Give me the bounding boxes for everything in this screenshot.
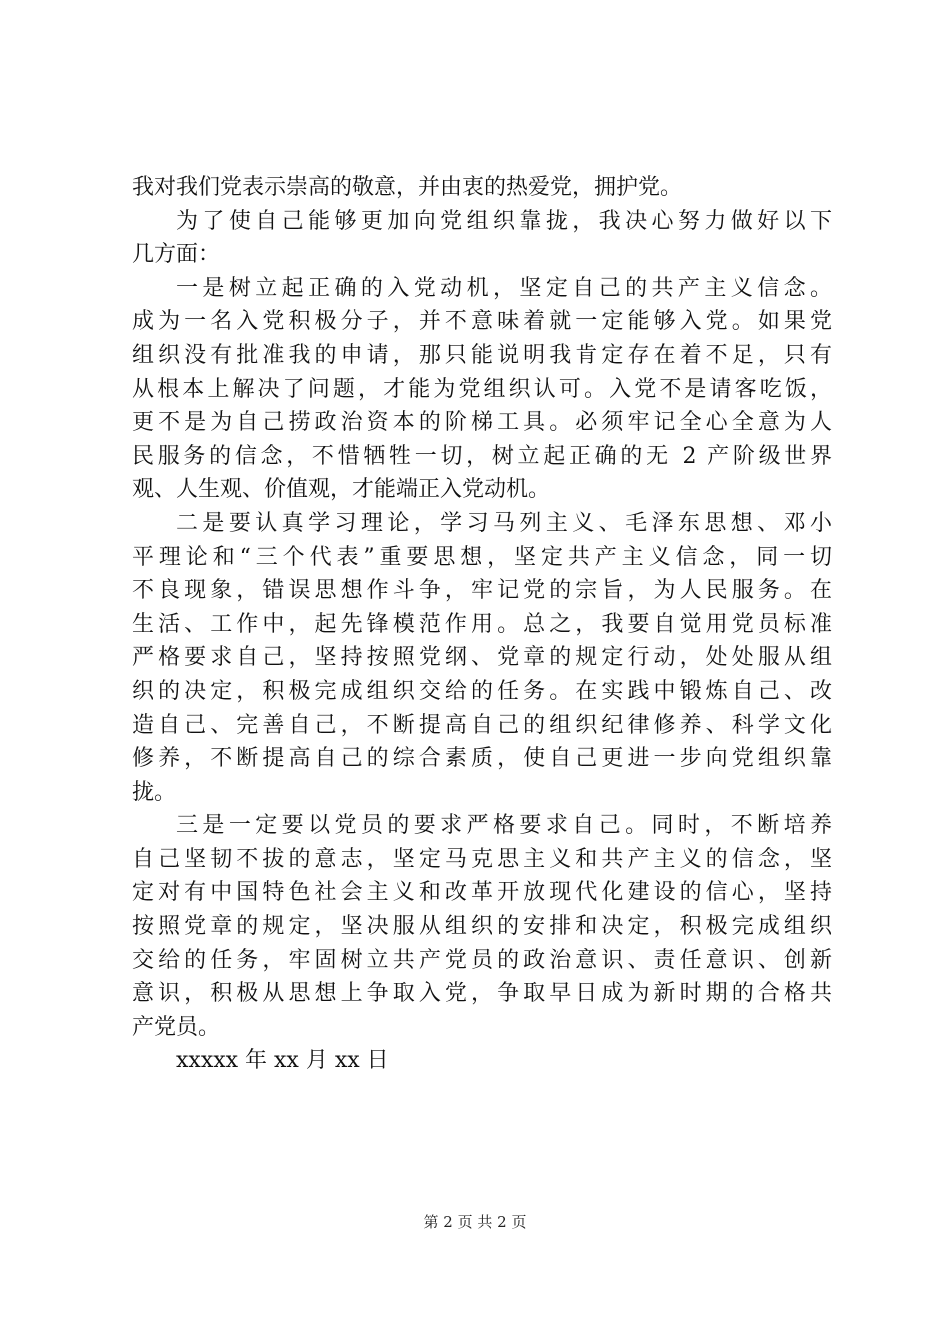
paragraph-line: 自己坚韧不拔的意志，坚定马克思主义和共产主义的信念，坚 [132, 846, 832, 872]
paragraph-line: 不良现象，错误思想作斗争，牢记党的宗旨，为人民服务。在 [132, 578, 832, 604]
paragraph-line: 生活、工作中，起先锋模范作用。总之，我要自觉用党员标准 [132, 611, 832, 637]
paragraph-line: 修养，不断提高自己的综合素质，使自己更进一步向党组织靠 [132, 746, 832, 772]
page-footer: 第 2 页 共 2 页 [423, 1213, 527, 1231]
paragraph-line: 观、人生观、价值观，才能端正入党动机。 [132, 477, 551, 503]
paragraph-line: 几方面： [132, 242, 221, 268]
paragraph-line: 交给的任务，牢固树立共产党员的政治意识、责任意识、创新 [132, 947, 832, 973]
date-line: xxxxx 年 xx 月 xx 日 [176, 1048, 389, 1074]
paragraph-line: 拢。 [132, 779, 177, 805]
paragraph-line: 严格要求自己，坚持按照党纲、党章的规定行动，处处服从组 [132, 645, 832, 671]
paragraph-line: 更不是为自己捞政治资本的阶梯工具。必须牢记全心全意为人 [132, 410, 832, 436]
paragraph-line: 造自己、完善自己，不断提高自己的组织纪律修养、科学文化 [132, 712, 832, 738]
paragraph-line: 三是一定要以党员的要求严格要求自己。同时，不断培养 [176, 813, 832, 839]
paragraph-line: 民服务的信念，不惜牺牲一切，树立起正确的无 2 产阶级世界 [132, 443, 832, 469]
paragraph-line: 定对有中国特色社会主义和改革开放现代化建设的信心，坚持 [132, 880, 832, 906]
paragraph-line: 组织没有批准我的申请，那只能说明我肯定存在着不足，只有 [132, 342, 832, 368]
paragraph-line: 从根本上解决了问题，才能为党组织认可。入党不是请客吃饭， [132, 376, 832, 402]
paragraph-line: 产党员。 [132, 1014, 221, 1040]
paragraph-line: 平理论和“三个代表”重要思想，坚定共产主义信念，同一切 [132, 544, 832, 570]
paragraph-line: 一是树立起正确的入党动机，坚定自己的共产主义信念。 [176, 275, 832, 301]
paragraph-line: 二是要认真学习理论，学习马列主义、毛泽东思想、邓小 [176, 510, 832, 536]
paragraph-line: 意识，积极从思想上争取入党，争取早日成为新时期的合格共 [132, 981, 832, 1007]
paragraph-line: 成为一名入党积极分子，并不意味着就一定能够入党。如果党 [132, 309, 832, 335]
paragraph-line: 我对我们党表示崇高的敬意，并由衷的热爱党，拥护党。 [132, 175, 683, 200]
document-body [132, 171, 832, 1078]
paragraph-line: 织的决定，积极完成组织交给的任务。在实践中锻炼自己、改 [132, 678, 832, 704]
paragraph-line: 为了使自己能够更加向党组织靠拢，我决心努力做好以下 [176, 208, 832, 234]
paragraph-line: 按照党章的规定，坚决服从组织的安排和决定，积极完成组织 [132, 914, 832, 940]
